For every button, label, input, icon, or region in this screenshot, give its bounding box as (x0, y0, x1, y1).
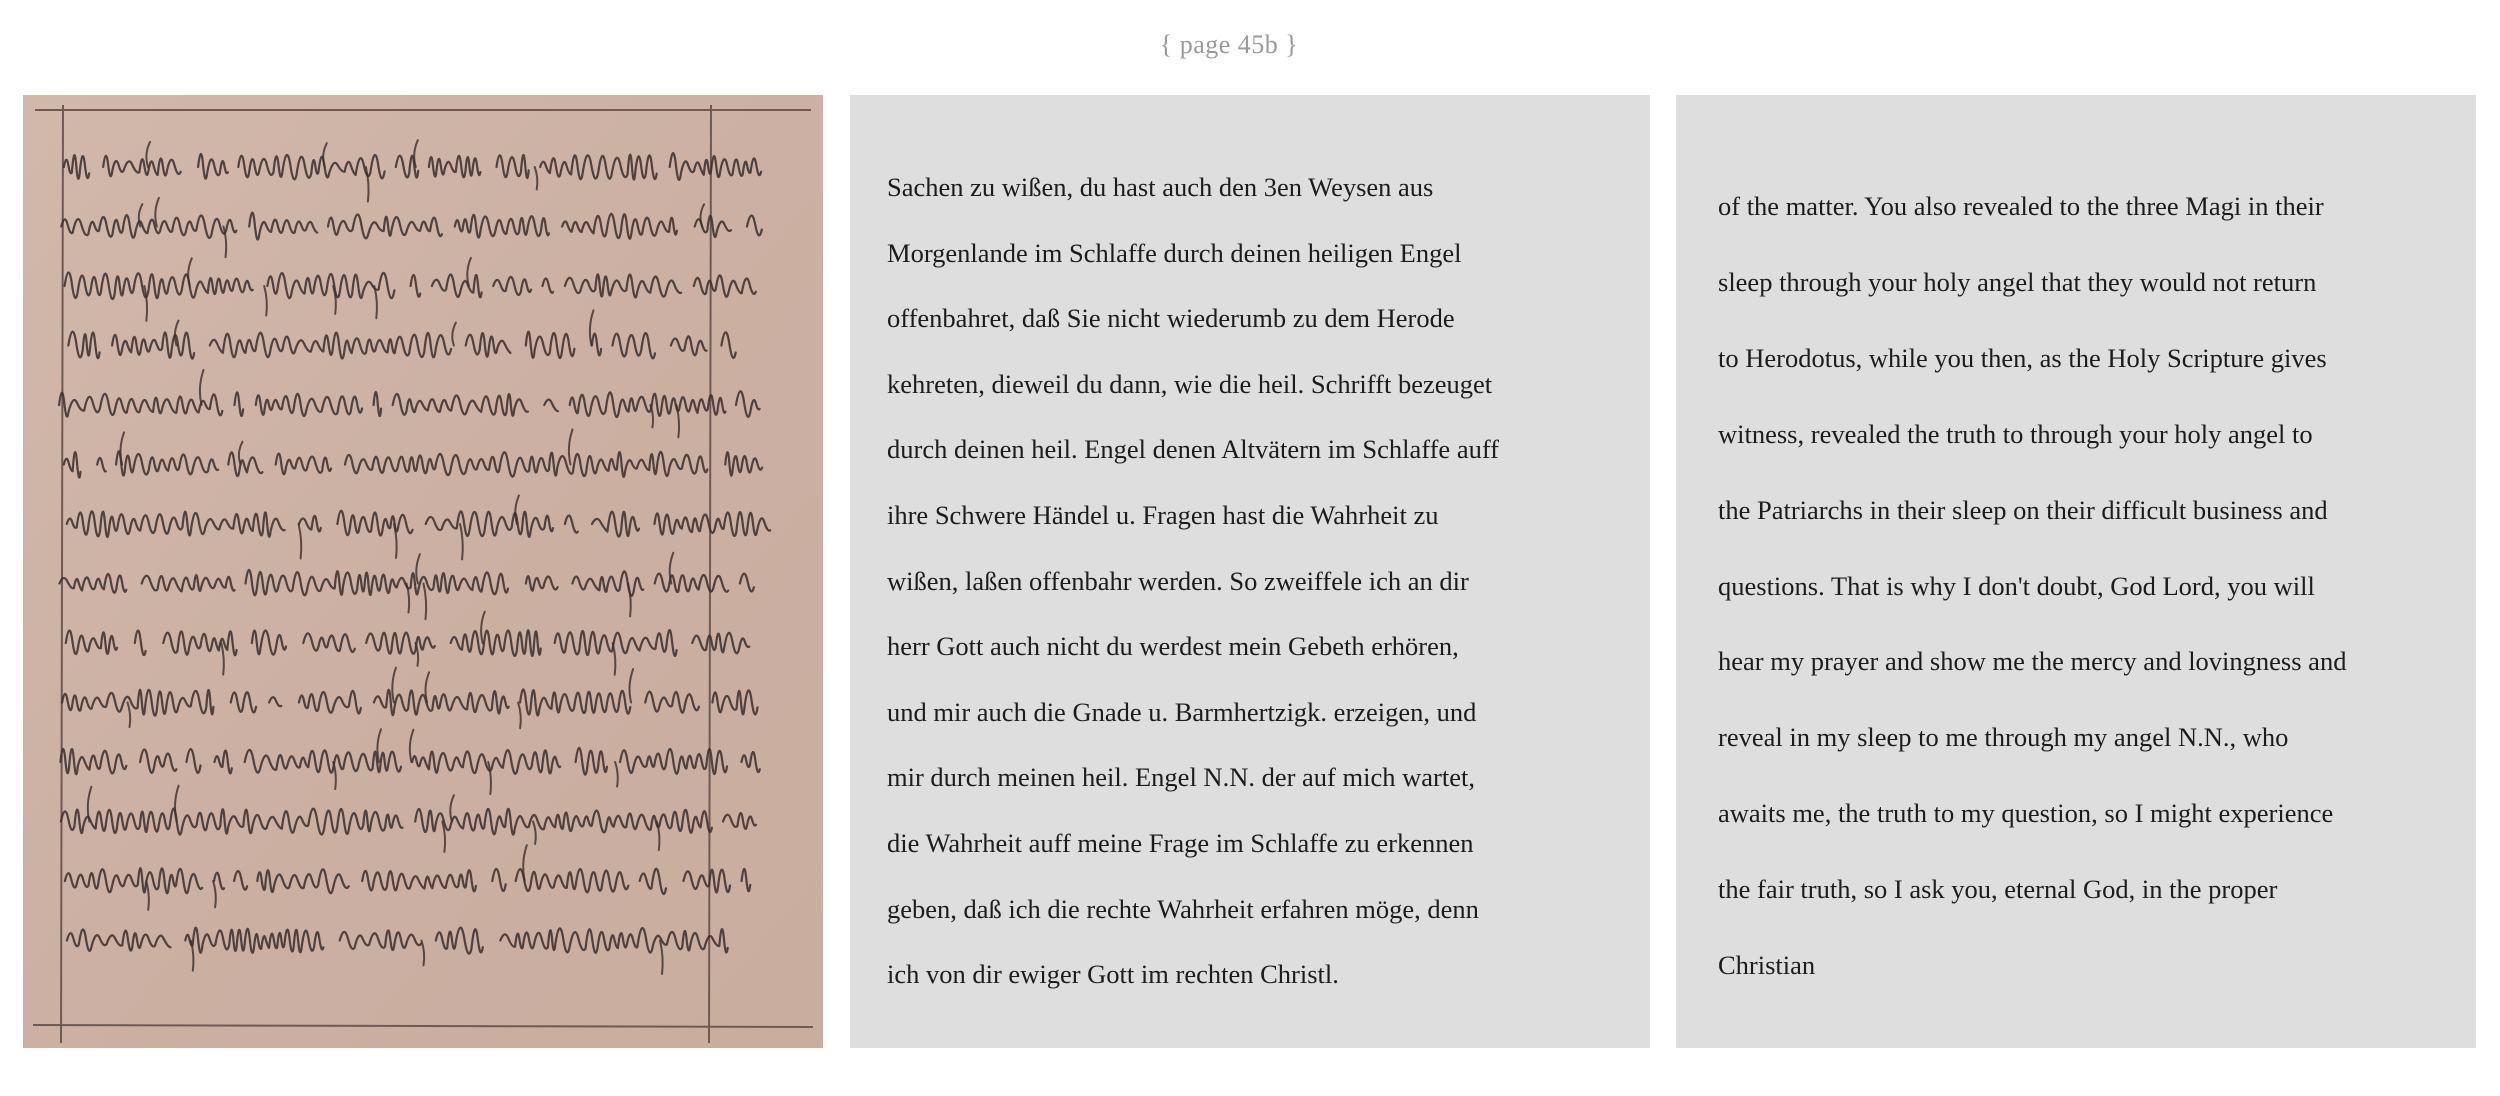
manuscript-scan (23, 95, 823, 1048)
transcription-line: ihre Schwere Händel u. Fragen hast die Wahrheit zu (887, 499, 1439, 530)
transcription-line: geben, daß ich die rechte Wahrheit erfahren möge, denn (887, 893, 1479, 924)
translation-line: the fair truth, so I ask you, eternal God, in the proper (1718, 874, 2278, 905)
translation-line: of the matter. You also revealed to the three Magi in their (1718, 191, 2324, 221)
translation-line: to Herodotus, while you then, as the Holy Scripture gives (1718, 342, 2327, 373)
transcription-line: durch deinen heil. Engel denen Altvätern im Schlaffe auff (887, 434, 1499, 465)
translation-line: hear my prayer and show me the mercy and lovingness and (1718, 646, 2347, 677)
translation-line: witness, revealed the truth to through your holy angel to (1718, 418, 2313, 449)
translation-line: sleep through your holy angel that they would not return (1718, 266, 2317, 297)
transcription-line: wißen, laßen offenbahr werden. So zweiffele ich an dir (887, 565, 1469, 596)
handwritten-manuscript-image (23, 95, 823, 1048)
transcription-line: ich von dir ewiger Gott im rechten Christl. (887, 959, 1339, 990)
translation-line: reveal in my sleep to me through my angel N.N., who (1718, 722, 2289, 753)
transcription-panel (850, 95, 1650, 1048)
translation-panel (1676, 95, 2476, 1048)
transcription-line: kehreten, dieweil du dann, wie die heil. Schrifft bezeuget (887, 368, 1493, 399)
translation-line: questions. That is why I don't doubt, God Lord, you will (1718, 570, 2315, 601)
translation-line: Christian (1718, 950, 1816, 981)
transcription-text (887, 155, 1612, 1008)
transcription-line: offenbahret, daß Sie nicht wiederumb zu dem Herode (887, 303, 1455, 334)
transcription-line: mir durch meinen heil. Engel N.N. der auf mich wartet, (887, 762, 1475, 793)
transcription-line: herr Gott auch nicht du werdest mein Gebeth erhören, (887, 631, 1459, 662)
page-number-label: { page 45b } (1159, 30, 1299, 59)
transcription-line: und mir auch die Gnade u. Barmhertzigk. erzeigen, und (887, 696, 1477, 727)
translation-line: awaits me, the truth to my question, so I might experience (1718, 798, 2334, 829)
translation-text (1718, 169, 2436, 1004)
transcription-line: Sachen zu wißen, du hast auch den 3en Weysen aus (887, 172, 1434, 202)
transcription-line: die Wahrheit auff meine Frage im Schlaffe zu erkennen (887, 827, 1474, 858)
translation-line: the Patriarchs in their sleep on their difficult business and (1718, 494, 2328, 525)
transcription-line: Morgenlande im Schlaffe durch deinen heiligen Engel (887, 237, 1462, 268)
